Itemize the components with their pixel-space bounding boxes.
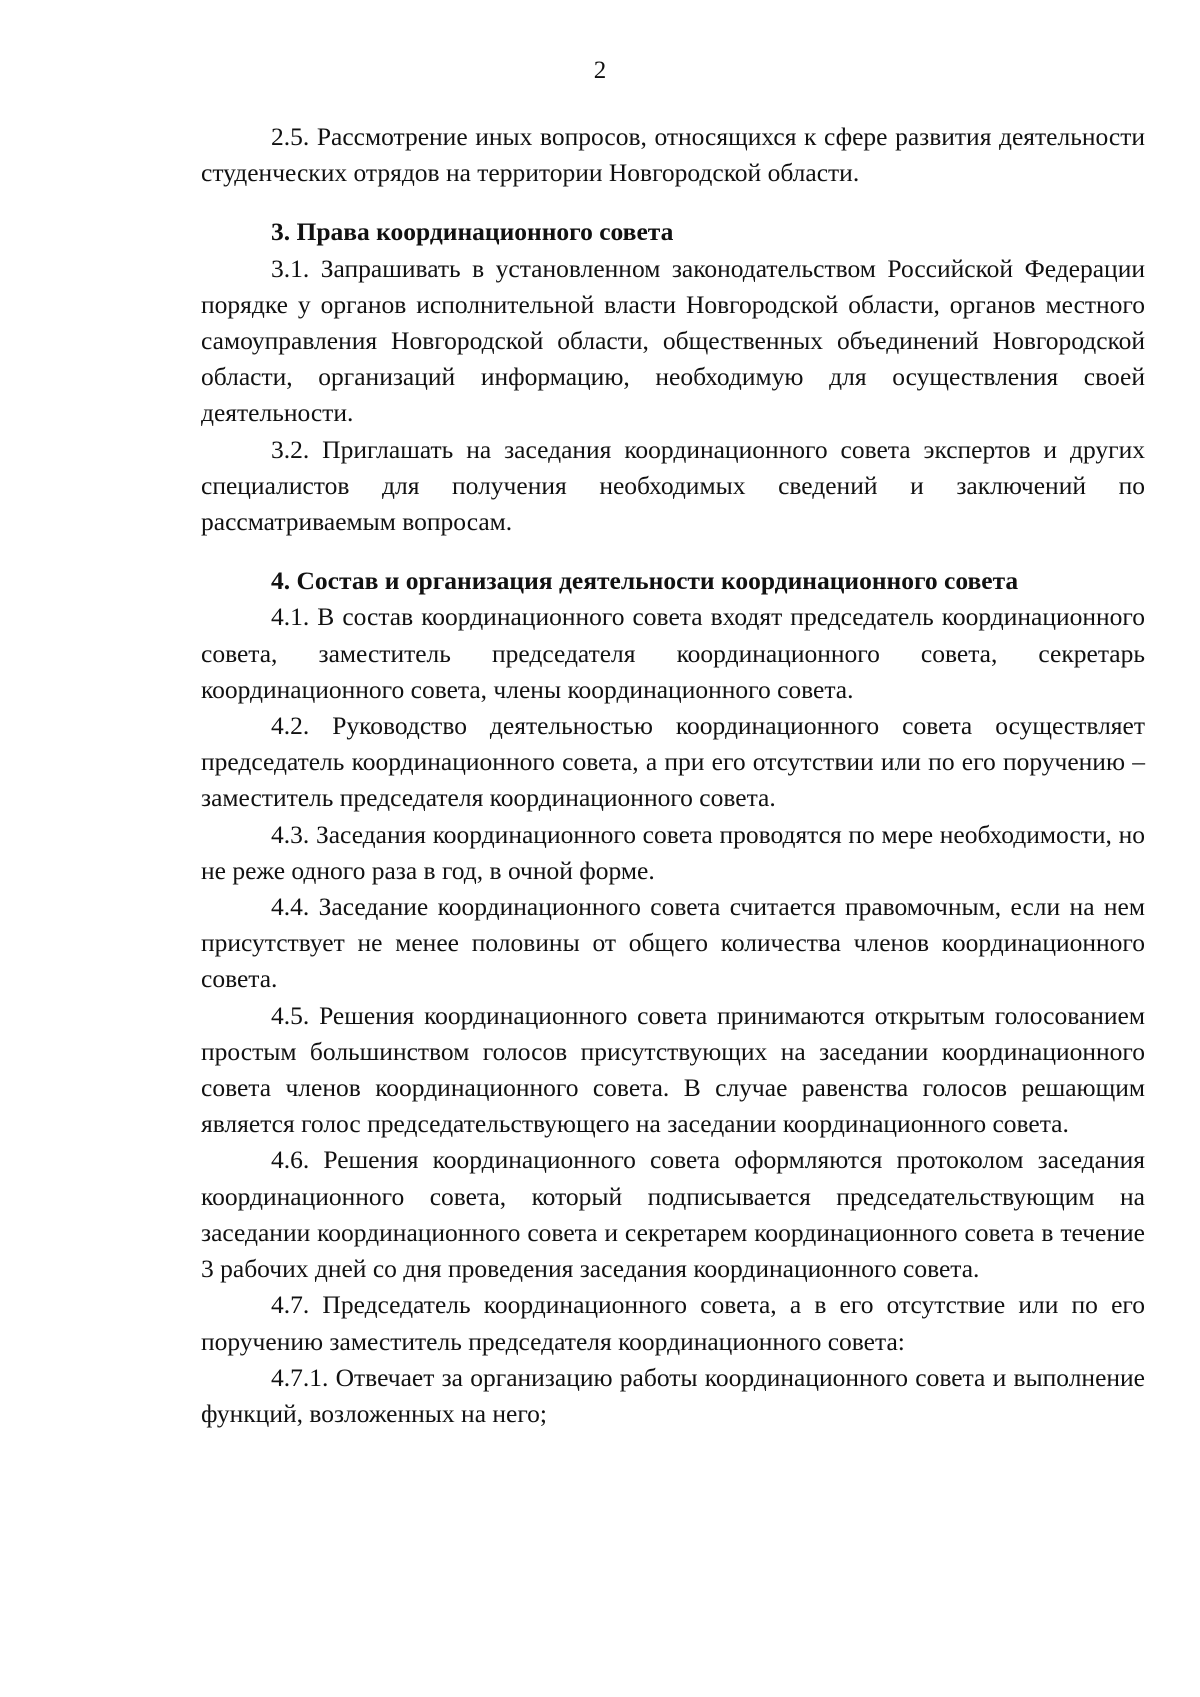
- clause-2-5: 2.5. Рассмотрение иных вопросов, относящихся к сфере развития деятельности студенческих отрядов на территории Новгородской области.: [201, 122, 1145, 188]
- clause-4-6: 4.6. Решения координационного совета оформляются протоколом заседания координационного совета, который подписывается председательствующим на заседании координационного совета и секретарем координационного совета в течение 3 рабочих дней со дня проведения заседания координационного совета.: [201, 1145, 1145, 1284]
- clause-4-1: 4.1. В состав координационного совета входят председатель координационного совета, заместитель председателя координационного совета, секретарь координационного совета, члены координационного совета.: [201, 602, 1145, 704]
- clause-4-4: 4.4. Заседание координационного совета считается правомочным, если на нем присутствует не менее половины от общего количества членов координационного совета.: [201, 892, 1145, 994]
- section-4-heading: 4. Состав и организация деятельности координационного совета: [271, 566, 1019, 596]
- clause-4-3: 4.3. Заседания координационного совета проводятся по мере необходимости, но не реже одного раза в год, в очной форме.: [201, 819, 1145, 885]
- clause-4-2: 4.2. Руководство деятельностью координационного совета осуществляет председатель координационного совета, а при его отсутствии или по его поручению – заместитель председателя координационного совета.: [201, 711, 1145, 813]
- section-3-heading: 3. Права координационного совета: [271, 217, 674, 247]
- clause-4-7: 4.7. Председатель координационного совета, а в его отсутствие или по его поручению заместитель председателя координационного совета:: [201, 1290, 1145, 1356]
- document-body: [201, 119, 1145, 1432]
- clause-4-7-1: 4.7.1. Отвечает за организацию работы координационного совета и выполнение функций, возложенных на него;: [201, 1362, 1145, 1428]
- clause-3-2: 3.2. Приглашать на заседания координационного совета экспертов и других специалистов для получения необходимых сведений и заключений по рассматриваемым вопросам.: [201, 434, 1145, 537]
- clause-3-1: 3.1. Запрашивать в установленном законодательством Российской Федерации порядке у органов исполнительной власти Новгородской области, органов местного самоуправления Новгородской области, общественных объединений Новгородской области, организаций информацию, необходимую для осуществления своей деятельности.: [201, 253, 1145, 428]
- page-number: 2: [593, 57, 607, 84]
- clause-4-5: 4.5. Решения координационного совета принимаются открытым голосованием простым большинством голосов присутствующих на заседании координационного совета членов координационного совета. В случае равенства голосов решающим является голос председательствующего на заседании координационного совета.: [201, 1000, 1145, 1139]
